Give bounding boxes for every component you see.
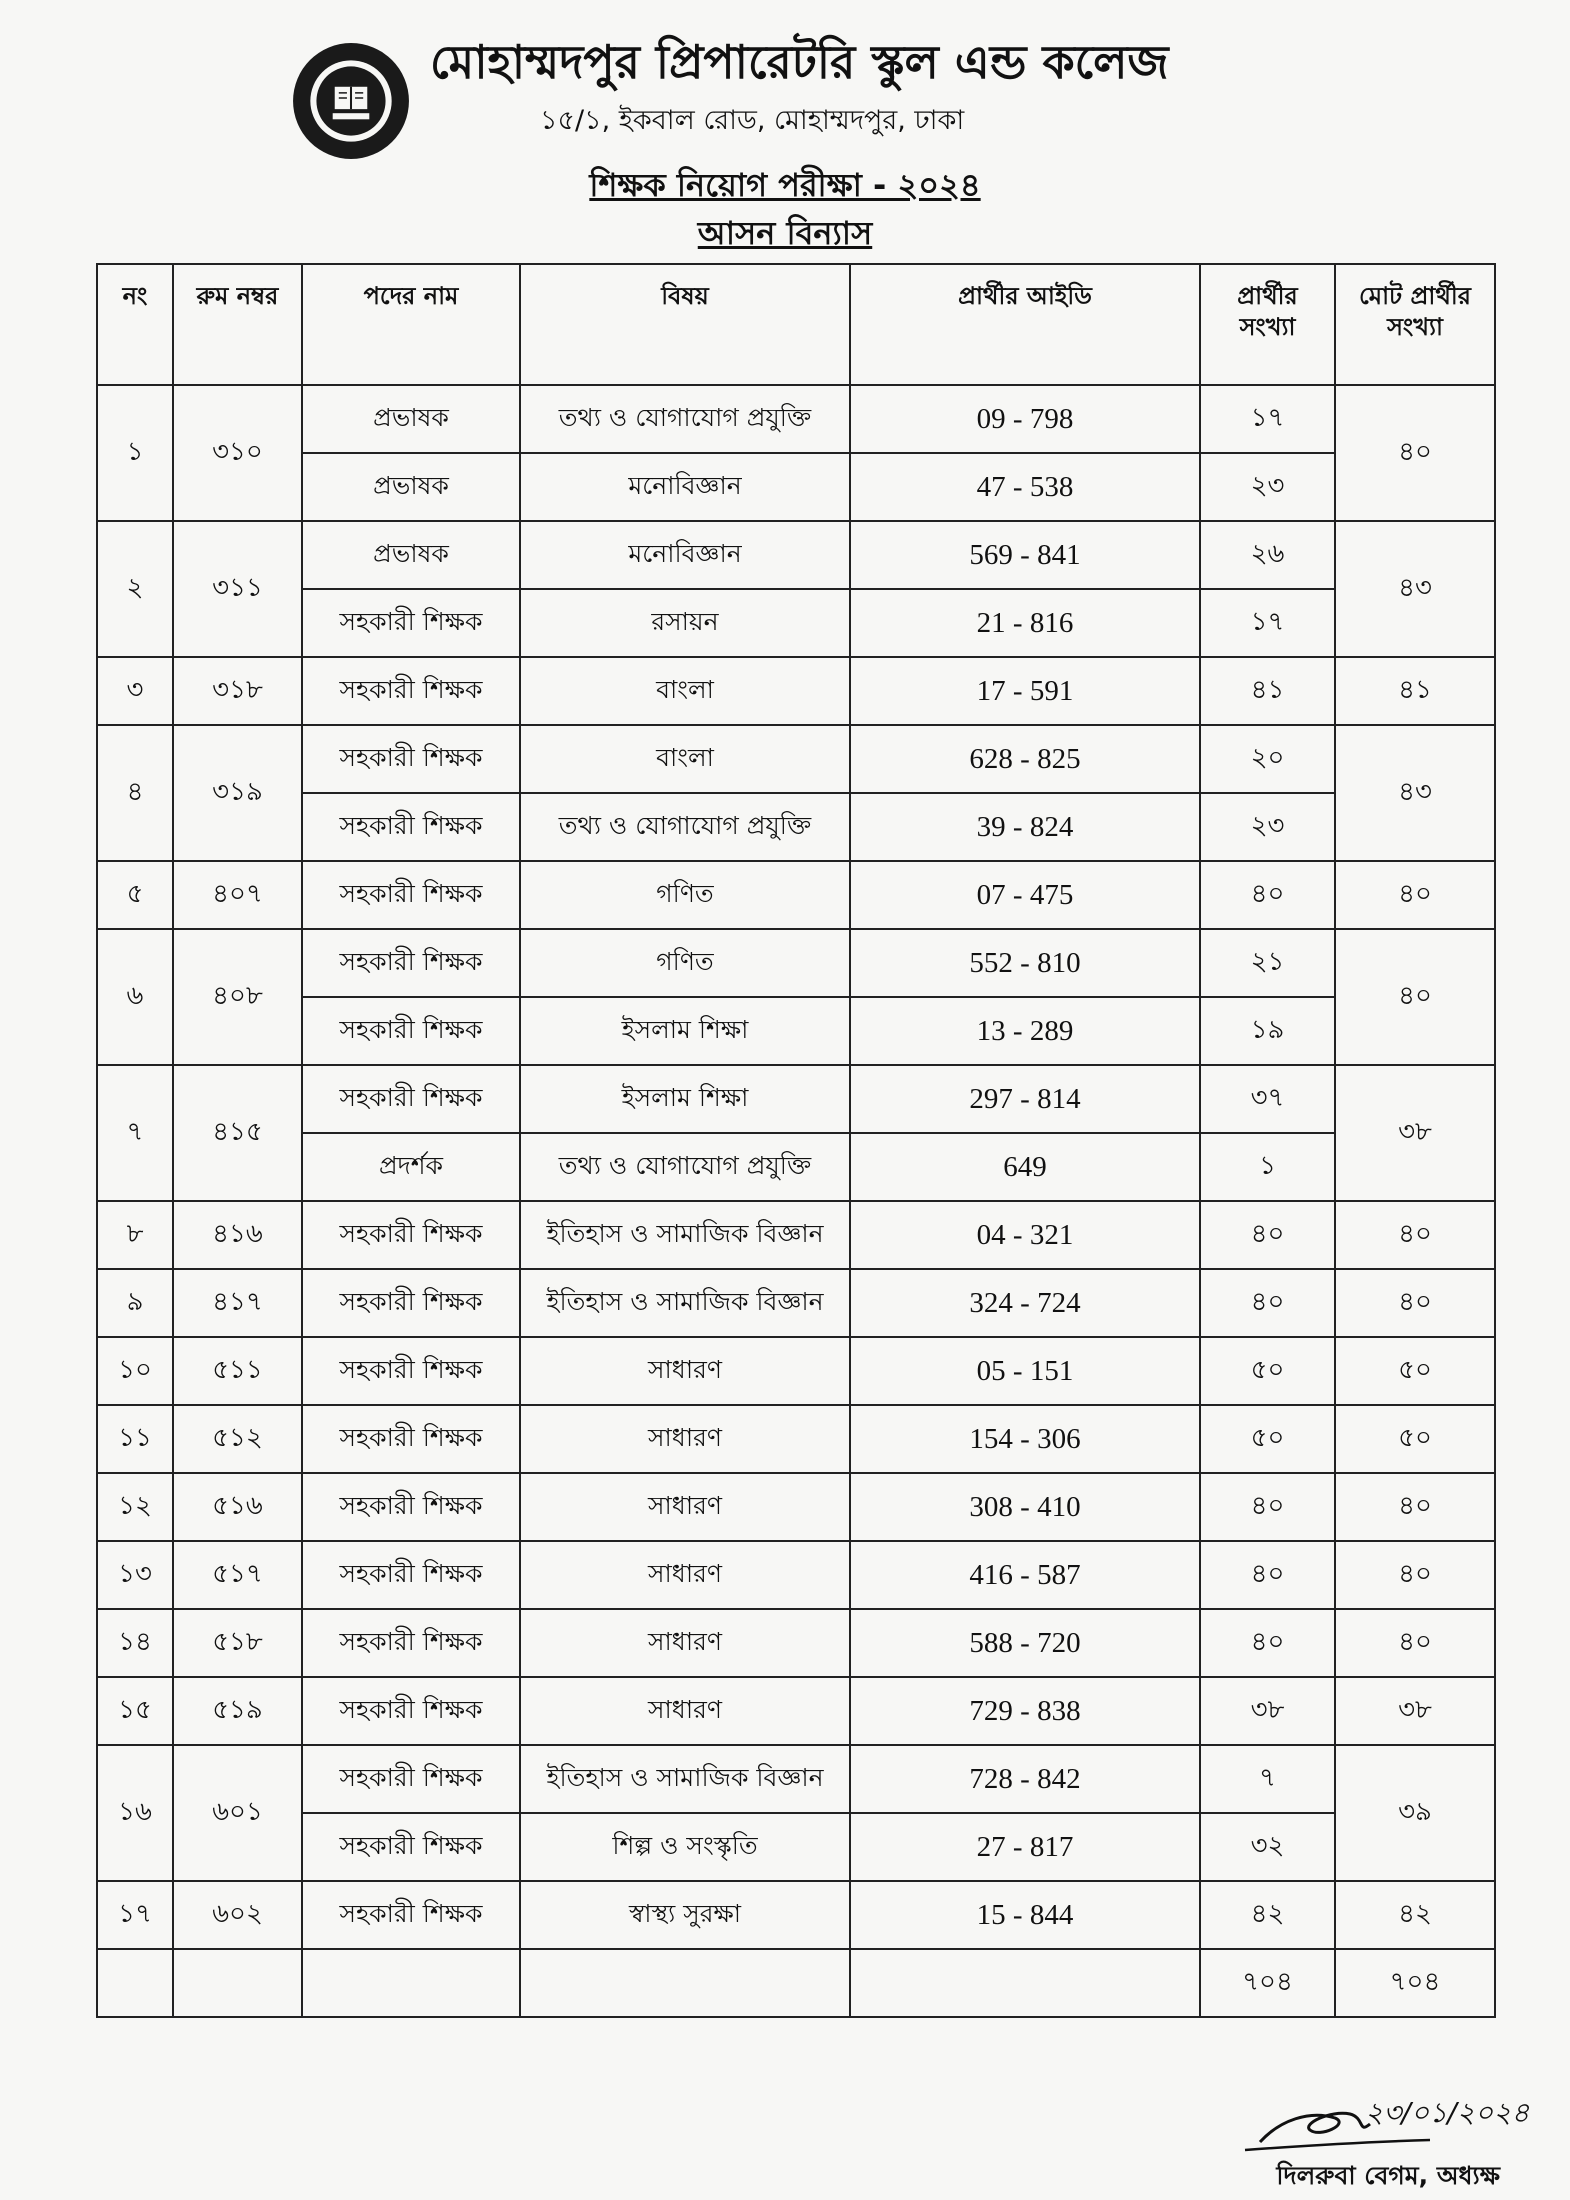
subject-cell: মনোবিজ্ঞান — [520, 453, 850, 521]
count-cell: ৪১ — [1200, 657, 1335, 725]
post-cell: সহকারী শিক্ষক — [302, 1201, 520, 1269]
room-cell: ৩১৯ — [173, 725, 302, 861]
table-row — [97, 657, 1495, 725]
candidate-id-cell: 324 - 724 — [850, 1269, 1200, 1337]
total-cell: ৪৩ — [1335, 725, 1495, 861]
total-cell: ৪৩ — [1335, 521, 1495, 657]
subject-cell: শিল্প ও সংস্কৃতি — [520, 1813, 850, 1881]
serial-cell: ২ — [97, 521, 173, 657]
handwritten-signature — [1240, 2080, 1540, 2160]
totals-blank — [173, 1949, 302, 2017]
candidate-id-cell: 09 - 798 — [850, 385, 1200, 453]
post-cell: সহকারী শিক্ষক — [302, 1541, 520, 1609]
count-cell: ১৭ — [1200, 589, 1335, 657]
count-cell: ৪০ — [1200, 1541, 1335, 1609]
subject-cell: ইসলাম শিক্ষা — [520, 997, 850, 1065]
count-cell: ৩২ — [1200, 1813, 1335, 1881]
total-cell: ৩৮ — [1335, 1065, 1495, 1201]
table-row — [97, 1609, 1495, 1677]
total-cell: ৪০ — [1335, 861, 1495, 929]
grand-count-cell: ৭০৪ — [1200, 1949, 1335, 2017]
room-cell: ৩১৮ — [173, 657, 302, 725]
post-cell: সহকারী শিক্ষক — [302, 997, 520, 1065]
serial-cell: ১১ — [97, 1405, 173, 1473]
candidate-id-cell: 07 - 475 — [850, 861, 1200, 929]
post-cell: সহকারী শিক্ষক — [302, 1337, 520, 1405]
school-name: মোহাম্মদপুর প্রিপারেটরি স্কুল এন্ড কলেজ — [430, 35, 1169, 89]
post-cell: সহকারী শিক্ষক — [302, 1405, 520, 1473]
table-row — [97, 725, 1495, 793]
table-row — [97, 1677, 1495, 1745]
total-cell: ৩৯ — [1335, 1745, 1495, 1881]
candidate-id-cell: 297 - 814 — [850, 1065, 1200, 1133]
candidate-id-cell: 552 - 810 — [850, 929, 1200, 997]
total-cell: ৪১ — [1335, 657, 1495, 725]
table-row — [97, 997, 1495, 1065]
serial-cell: ১৩ — [97, 1541, 173, 1609]
signer-name: দিলরুবা বেগম, অধ্যক্ষ — [1276, 2161, 1500, 2190]
subject-cell: মনোবিজ্ঞান — [520, 521, 850, 589]
post-cell: সহকারী শিক্ষক — [302, 1609, 520, 1677]
serial-cell: ৬ — [97, 929, 173, 1065]
post-cell: সহকারী শিক্ষক — [302, 1745, 520, 1813]
count-cell: ৩৭ — [1200, 1065, 1335, 1133]
room-cell: ৫১৬ — [173, 1473, 302, 1541]
serial-cell: ৭ — [97, 1065, 173, 1201]
post-cell: সহকারী শিক্ষক — [302, 861, 520, 929]
candidate-id-cell: 39 - 824 — [850, 793, 1200, 861]
count-cell: ২৬ — [1200, 521, 1335, 589]
table-row — [97, 1133, 1495, 1201]
seat-plan-title: আসন বিন্যাস — [697, 214, 873, 252]
totals-row — [97, 1949, 1495, 2017]
total-cell: ৪০ — [1335, 1541, 1495, 1609]
room-cell: ৫১৭ — [173, 1541, 302, 1609]
room-cell: ৫১২ — [173, 1405, 302, 1473]
count-cell: ২১ — [1200, 929, 1335, 997]
candidate-id-cell: 308 - 410 — [850, 1473, 1200, 1541]
candidate-id-cell: 47 - 538 — [850, 453, 1200, 521]
serial-cell: ১ — [97, 385, 173, 521]
subject-cell: সাধারণ — [520, 1405, 850, 1473]
school-seal-logo — [290, 40, 412, 162]
table-row — [97, 453, 1495, 521]
signature-date: ২৩/০১/২০২৪ — [1365, 2096, 1530, 2129]
post-cell: প্রভাষক — [302, 385, 520, 453]
serial-cell: ১২ — [97, 1473, 173, 1541]
subject-cell: ইসলাম শিক্ষা — [520, 1065, 850, 1133]
post-cell: সহকারী শিক্ষক — [302, 1813, 520, 1881]
subject-cell: ইতিহাস ও সামাজিক বিজ্ঞান — [520, 1745, 850, 1813]
count-cell: ২৩ — [1200, 453, 1335, 521]
subject-cell: তথ্য ও যোগাযোগ প্রযুক্তি — [520, 385, 850, 453]
subject-cell: সাধারণ — [520, 1677, 850, 1745]
serial-cell: ৪ — [97, 725, 173, 861]
count-cell: ৭ — [1200, 1745, 1335, 1813]
candidate-id-cell: 729 - 838 — [850, 1677, 1200, 1745]
room-cell: ৫১৮ — [173, 1609, 302, 1677]
candidate-id-cell: 569 - 841 — [850, 521, 1200, 589]
total-cell: ৪০ — [1335, 1269, 1495, 1337]
subject-cell: বাংলা — [520, 657, 850, 725]
count-cell: ১৯ — [1200, 997, 1335, 1065]
grand-total-cell: ৭০৪ — [1335, 1949, 1495, 2017]
count-cell: ৪০ — [1200, 1201, 1335, 1269]
total-cell: ৪০ — [1335, 1473, 1495, 1541]
table-row — [97, 1201, 1495, 1269]
total-cell: ৪০ — [1335, 929, 1495, 1065]
candidate-id-cell: 649 — [850, 1133, 1200, 1201]
subject-cell: গণিত — [520, 929, 850, 997]
serial-cell: ৮ — [97, 1201, 173, 1269]
room-cell: ৫১১ — [173, 1337, 302, 1405]
subject-cell: সাধারণ — [520, 1473, 850, 1541]
post-cell: প্রভাষক — [302, 453, 520, 521]
table-row — [97, 1745, 1495, 1813]
totals-blank — [97, 1949, 173, 2017]
subject-cell: ইতিহাস ও সামাজিক বিজ্ঞান — [520, 1201, 850, 1269]
total-cell: ৪০ — [1335, 1609, 1495, 1677]
col-header-room: রুম নম্বর — [173, 264, 302, 385]
table-row — [97, 1541, 1495, 1609]
table-header-row — [97, 264, 1495, 385]
room-cell: ৪১৭ — [173, 1269, 302, 1337]
table-row — [97, 589, 1495, 657]
subject-cell: স্বাস্থ্য সুরক্ষা — [520, 1881, 850, 1949]
serial-cell: ৩ — [97, 657, 173, 725]
candidate-id-cell: 628 - 825 — [850, 725, 1200, 793]
serial-cell: ১৬ — [97, 1745, 173, 1881]
count-cell: ১৭ — [1200, 385, 1335, 453]
subject-cell: সাধারণ — [520, 1337, 850, 1405]
subject-cell: গণিত — [520, 861, 850, 929]
candidate-id-cell: 15 - 844 — [850, 1881, 1200, 1949]
exam-title: শিক্ষক নিয়োগ পরীক্ষা - ২০২৪ — [589, 166, 981, 204]
serial-cell: ১০ — [97, 1337, 173, 1405]
subject-cell: রসায়ন — [520, 589, 850, 657]
seat-plan-body — [97, 385, 1495, 1949]
table-row — [97, 793, 1495, 861]
room-cell: ৪০৮ — [173, 929, 302, 1065]
room-cell: ৪১৬ — [173, 1201, 302, 1269]
post-cell: সহকারী শিক্ষক — [302, 589, 520, 657]
col-header-no: নং — [97, 264, 173, 385]
room-cell: ৬০২ — [173, 1881, 302, 1949]
count-cell: ৪০ — [1200, 1269, 1335, 1337]
candidate-id-cell: 13 - 289 — [850, 997, 1200, 1065]
subject-cell: তথ্য ও যোগাযোগ প্রযুক্তি — [520, 1133, 850, 1201]
total-cell: ৫০ — [1335, 1405, 1495, 1473]
count-cell: ৪২ — [1200, 1881, 1335, 1949]
col-header-subject: বিষয় — [520, 264, 850, 385]
count-cell: ১ — [1200, 1133, 1335, 1201]
count-cell: ২৩ — [1200, 793, 1335, 861]
room-cell: ৩১০ — [173, 385, 302, 521]
subject-cell: সাধারণ — [520, 1541, 850, 1609]
post-cell: প্রদর্শক — [302, 1133, 520, 1201]
post-cell: প্রভাষক — [302, 521, 520, 589]
room-cell: ৩১১ — [173, 521, 302, 657]
post-cell: সহকারী শিক্ষক — [302, 1269, 520, 1337]
candidate-id-cell: 05 - 151 — [850, 1337, 1200, 1405]
serial-cell: ১৪ — [97, 1609, 173, 1677]
candidate-id-cell: 04 - 321 — [850, 1201, 1200, 1269]
count-cell: ৪০ — [1200, 861, 1335, 929]
subject-cell: তথ্য ও যোগাযোগ প্রযুক্তি — [520, 793, 850, 861]
post-cell: সহকারী শিক্ষক — [302, 929, 520, 997]
candidate-id-cell: 21 - 816 — [850, 589, 1200, 657]
table-row — [97, 1813, 1495, 1881]
table-row — [97, 1065, 1495, 1133]
table-row — [97, 861, 1495, 929]
count-cell: ৩৮ — [1200, 1677, 1335, 1745]
table-row — [97, 521, 1495, 589]
subject-cell: ইতিহাস ও সামাজিক বিজ্ঞান — [520, 1269, 850, 1337]
table-row — [97, 1269, 1495, 1337]
totals-blank — [520, 1949, 850, 2017]
subject-cell: সাধারণ — [520, 1609, 850, 1677]
col-header-count: প্রার্থীর সংখ্যা — [1200, 264, 1335, 385]
serial-cell: ৯ — [97, 1269, 173, 1337]
post-cell: সহকারী শিক্ষক — [302, 1065, 520, 1133]
table-row — [97, 1881, 1495, 1949]
post-cell: সহকারী শিক্ষক — [302, 1881, 520, 1949]
room-cell: ৬০১ — [173, 1745, 302, 1881]
totals-blank — [302, 1949, 520, 2017]
post-cell: সহকারী শিক্ষক — [302, 657, 520, 725]
candidate-id-cell: 588 - 720 — [850, 1609, 1200, 1677]
total-cell: ৩৮ — [1335, 1677, 1495, 1745]
subject-cell: বাংলা — [520, 725, 850, 793]
table-row — [97, 1337, 1495, 1405]
col-header-post: পদের নাম — [302, 264, 520, 385]
seat-plan-table — [96, 263, 1496, 2018]
count-cell: ২০ — [1200, 725, 1335, 793]
candidate-id-cell: 728 - 842 — [850, 1745, 1200, 1813]
room-cell: ৪০৭ — [173, 861, 302, 929]
room-cell: ৪১৫ — [173, 1065, 302, 1201]
post-cell: সহকারী শিক্ষক — [302, 725, 520, 793]
table-row — [97, 1473, 1495, 1541]
candidate-id-cell: 17 - 591 — [850, 657, 1200, 725]
total-cell: ৪২ — [1335, 1881, 1495, 1949]
count-cell: ৫০ — [1200, 1337, 1335, 1405]
col-header-total: মোট প্রার্থীর সংখ্যা — [1335, 264, 1495, 385]
serial-cell: ১৫ — [97, 1677, 173, 1745]
room-cell: ৫১৯ — [173, 1677, 302, 1745]
post-cell: সহকারী শিক্ষক — [302, 793, 520, 861]
table-row — [97, 385, 1495, 453]
post-cell: সহকারী শিক্ষক — [302, 1473, 520, 1541]
candidate-id-cell: 27 - 817 — [850, 1813, 1200, 1881]
serial-cell: ১৭ — [97, 1881, 173, 1949]
totals-blank — [850, 1949, 1200, 2017]
total-cell: ৪০ — [1335, 1201, 1495, 1269]
total-cell: ৪০ — [1335, 385, 1495, 521]
count-cell: ৪০ — [1200, 1609, 1335, 1677]
serial-cell: ৫ — [97, 861, 173, 929]
table-row — [97, 929, 1495, 997]
post-cell: সহকারী শিক্ষক — [302, 1677, 520, 1745]
count-cell: ৪০ — [1200, 1473, 1335, 1541]
candidate-id-cell: 154 - 306 — [850, 1405, 1200, 1473]
school-address: ১৫/১, ইকবাল রোড, মোহাম্মদপুর, ঢাকা — [540, 105, 965, 136]
total-cell: ৫০ — [1335, 1337, 1495, 1405]
col-header-candidate-id: প্রার্থীর আইডি — [850, 264, 1200, 385]
count-cell: ৫০ — [1200, 1405, 1335, 1473]
table-row — [97, 1405, 1495, 1473]
candidate-id-cell: 416 - 587 — [850, 1541, 1200, 1609]
